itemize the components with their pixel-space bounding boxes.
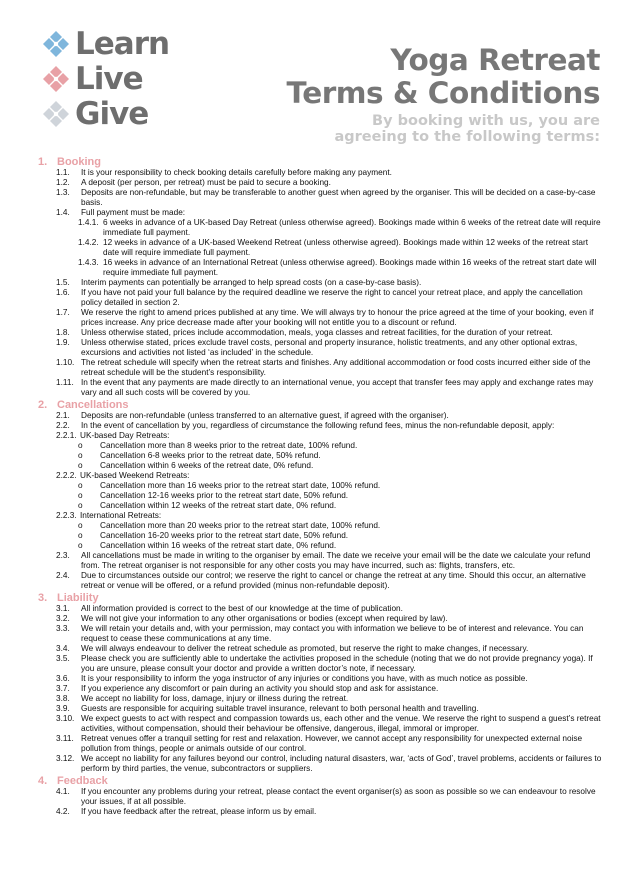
refund-bullet (38, 521, 606, 531)
clause-number: 1.2. (56, 178, 70, 187)
clause (38, 674, 606, 684)
refund-bullet (38, 501, 606, 511)
clause-text: In the event of cancellation by you, regardless of circumstance the following refund fees, minus the non-refundable deposit, apply: (81, 421, 555, 430)
clause (38, 378, 606, 398)
clause (38, 308, 606, 328)
clause (38, 178, 606, 188)
clause (38, 168, 606, 178)
clause-text: We reserve the right to amend prices published at any time. We will always try to honour the price agreed at the time of your booking, even if prices increase. Any price decrease made after your booking will not entitle you to a discount or refund. (81, 308, 594, 327)
refund-bullet (38, 441, 606, 451)
clause-number: 1.4.2. (78, 238, 99, 247)
refund-bullet (38, 541, 606, 551)
clause-number: o (78, 451, 83, 460)
section-number: 2. (38, 399, 48, 411)
clause (38, 614, 606, 624)
clause-number: 3.7. (56, 684, 70, 693)
clause-text: If you have feedback after the retreat, please inform us by email. (81, 807, 317, 816)
clause-text: Retreat venues offer a tranquil setting for rest and relaxation. However, we cannot accept any responsibility for unexpected external noise pollution from things, people or animals outside of our control. (81, 734, 583, 753)
clause (38, 338, 606, 358)
clause-text: We will retain your details and, with your permission, may contact you with information we believe to be of interest and relevance. You can request to cease these communications at any time. (81, 624, 584, 643)
clause (38, 421, 606, 431)
subtitle (286, 113, 600, 145)
clause-text: It is your responsibility to inform the yoga instructor of any injuries or conditions you have, with as much notice as possible. (81, 674, 528, 683)
clause-number: 1.11. (56, 378, 74, 387)
page-title-line-2: Terms & Conditions (286, 76, 600, 110)
clause-number: 1.3. (56, 188, 70, 197)
clause (38, 604, 606, 614)
sub-clause (38, 238, 606, 258)
clause (38, 644, 606, 654)
clause-number: o (78, 441, 83, 450)
clause-number: 2.3. (56, 551, 70, 560)
clause-text: We expect guests to act with respect and compassion towards us, each other and the venue. We reserve the right to suspend a guest’s retreat activities, without compensation, should their behaviour be offensive, dangerous, illegal, immoral or improper. (81, 714, 601, 733)
clause-number: 3.3. (56, 624, 70, 633)
clause-number: o (78, 491, 83, 500)
clause (38, 571, 606, 591)
clause-number: 3.8. (56, 694, 70, 703)
clause-text: Cancellation 12-16 weeks prior to the retreat start date, 50% refund. (100, 491, 349, 500)
section-heading-cancellations (38, 399, 606, 411)
clause-text: Full payment must be made: (81, 208, 186, 217)
clause-text: Cancellation 6-8 weeks prior to the retreat date, 50% refund. (100, 451, 321, 460)
clause (38, 551, 606, 571)
clause-text: Cancellation within 16 weeks of the retreat start date, 0% refund. (100, 541, 337, 550)
logo-word-live: Live (75, 60, 143, 97)
clause-number: 3.5. (56, 654, 70, 663)
clause-number: o (78, 501, 83, 510)
clause-number: 1.5. (56, 278, 70, 287)
page-title-line-1: Yoga Retreat (390, 43, 600, 77)
subtitle-line-1: By booking with us, you are (372, 113, 600, 129)
clause-text: International Retreats: (80, 511, 162, 520)
clause-text: UK-based Day Retreats: (80, 431, 170, 440)
section-number: 3. (38, 592, 48, 604)
subtitle-line-2: agreeing to the following terms: (334, 129, 600, 145)
clause-number: 1.4.3. (78, 258, 99, 267)
sub-clause-heading (38, 511, 606, 521)
clause (38, 188, 606, 208)
section-heading-feedback (38, 775, 606, 787)
refund-bullet (38, 491, 606, 501)
clause-text: We will not give your information to any other organisations or bodies (except when required by law). (81, 614, 448, 623)
clause-number: 1.6. (56, 288, 70, 297)
clause (38, 278, 606, 288)
clause-number: 3.10. (56, 714, 75, 723)
clause-text: Cancellation more than 20 weeks prior to the retreat start date, 100% refund. (100, 521, 381, 530)
clause-number: 2.2.3. (56, 511, 77, 520)
sub-clause (38, 218, 606, 238)
clause (38, 624, 606, 644)
clause-number: 1.10. (56, 358, 75, 367)
clause-text: Guests are responsible for acquiring suitable travel insurance, relevant to both personal health and travelling. (81, 704, 479, 713)
clause-number: 4.2. (56, 807, 70, 816)
clause (38, 787, 606, 807)
section-number: 1. (38, 156, 48, 168)
blue-knot-icon (40, 28, 72, 60)
clause-number: o (78, 461, 83, 470)
clause-text: The retreat schedule will specify when the retreat starts and finishes. Any additional accommodation or food costs incurred either side of the retreat schedule will be the student’s responsibility. (81, 358, 591, 377)
clause-text: Cancellation 16-20 weeks prior to the retreat start date, 50% refund. (100, 531, 349, 540)
clause-text: All information provided is correct to the best of our knowledge at the time of publication. (81, 604, 403, 613)
clause-text: Unless otherwise stated, prices exclude travel costs, personal and property insurance, holistic treatments, and any other optional extras, excursions and activities not listed ‘as included’ in the schedule. (81, 338, 578, 357)
clause-number: 2.4. (56, 571, 70, 580)
clause-text: Please check you are sufficiently able to undertake the activities proposed in the schedule (noting that we do not provide pregnancy yoga). If you are unsure, please consult your doctor and provide a written doctor’s note, if necessary. (81, 654, 593, 673)
grey-knot-icon (40, 98, 72, 130)
clause-number: 3.9. (56, 704, 70, 713)
logo-row-give (40, 96, 210, 131)
clause-number: 3.1. (56, 604, 70, 613)
clause-text: 6 weeks in advance of a UK-based Day Retreat (unless otherwise agreed). Bookings made within 6 weeks of the retreat date will require immediate full payment. (103, 218, 601, 237)
refund-bullet (38, 481, 606, 491)
clause (38, 411, 606, 421)
clause (38, 288, 606, 308)
section-heading-liability (38, 592, 606, 604)
clause-text: 12 weeks in advance of a UK-based Weekend Retreat (unless otherwise agreed). Bookings made within 12 weeks of the retreat start date will require immediate full payment. (103, 238, 589, 257)
clause-text: Cancellation more than 8 weeks prior to the retreat date, 100% refund. (100, 441, 358, 450)
clause-text: We accept no liability for any failures beyond our control, including natural disasters, war, ‘acts of God’, travel problems, accidents or failures to perform by third parties, the venue, subcontractors or suppliers. (81, 754, 602, 773)
clause-text: Cancellation within 12 weeks of the retreat start date, 0% refund. (100, 501, 337, 510)
clause-text: Cancellation within 6 weeks of the retreat date, 0% refund. (100, 461, 314, 470)
clause-text: A deposit (per person, per retreat) must be paid to secure a booking. (81, 178, 331, 187)
clause-number: 3.6. (56, 674, 70, 683)
clause (38, 704, 606, 714)
clause-number: 2.2.1. (56, 431, 77, 440)
sub-clause-heading (38, 471, 606, 481)
logo-row-learn (40, 26, 210, 61)
clause-number: 3.2. (56, 614, 70, 623)
section-title: Liability (57, 592, 99, 604)
clause-text: It is your responsibility to check booking details carefully before making any payment. (81, 168, 392, 177)
clause-text: 16 weeks in advance of an International Retreat (unless otherwise agreed). Bookings made within 16 weeks of the retreat start date will require immediate full payment. (103, 258, 597, 277)
clause-text: Unless otherwise stated, prices include accommodation, meals, yoga classes and retreat facilities, for the duration of your retreat. (81, 328, 553, 337)
clause-number: 3.12. (56, 754, 75, 763)
clause-text: If you encounter any problems during your retreat, please contact the event organiser(s) as soon as possible so we can endeavour to resolve your issues, if at all possible. (81, 787, 596, 806)
title-block (286, 44, 600, 145)
clause-number: 1.1. (56, 168, 70, 177)
clause (38, 714, 606, 734)
clause-number: 1.9. (56, 338, 70, 347)
logo (40, 26, 210, 130)
clause-number: 2.1. (56, 411, 70, 420)
section-number: 4. (38, 775, 48, 787)
sub-clause-heading (38, 431, 606, 441)
refund-bullet (38, 461, 606, 471)
clause-number: 1.8. (56, 328, 70, 337)
clause (38, 208, 606, 218)
clause-number: 2.2. (56, 421, 70, 430)
logo-word-give: Give (75, 95, 149, 132)
clause-text: In the event that any payments are made directly to an international venue, you accept that transfer fees may apply and exchange rates may vary and all such costs will be covered by you. (81, 378, 594, 397)
clause-text: We will always endeavour to deliver the retreat schedule as promoted, but reserve the right to make changes, if necessary. (81, 644, 529, 653)
clause-number: 1.7. (56, 308, 70, 317)
clause (38, 328, 606, 338)
clause-number: 3.11. (56, 734, 74, 743)
clause (38, 734, 606, 754)
clause-number: 1.4. (56, 208, 70, 217)
clause-number: 1.4.1. (78, 218, 99, 227)
refund-bullet (38, 451, 606, 461)
logo-row-live (40, 61, 210, 96)
section-title: Cancellations (57, 399, 129, 411)
clause (38, 358, 606, 378)
clause-number: 4.1. (56, 787, 70, 796)
sub-clause (38, 258, 606, 278)
clause-number: 3.4. (56, 644, 70, 653)
clause-number: o (78, 531, 83, 540)
clause-text: Due to circumstances outside our control; we reserve the right to cancel or change the retreat at any time. Should this occur, an alternative retreat or venue will be offered, or a refund provided (minus non-refundable deposit). (81, 571, 586, 590)
clause-number: o (78, 541, 83, 550)
clause-text: If you experience any discomfort or pain during an activity you should stop and ask for assistance. (81, 684, 439, 693)
refund-bullet (38, 531, 606, 541)
clause (38, 654, 606, 674)
clause (38, 807, 606, 817)
clause-text: We accept no liability for loss, damage, injury or illness during the retreat. (81, 694, 349, 703)
terms-body (38, 155, 606, 817)
logo-word-learn: Learn (75, 25, 170, 62)
clause-number: o (78, 481, 83, 490)
clause-text: Deposits are non-refundable, but may be transferable to another guest when agreed by the organiser. This will be decided on a case-by-case basis. (81, 188, 596, 207)
clause-text: Cancellation more than 16 weeks prior to the retreat start date, 100% refund. (100, 481, 381, 490)
section-title: Feedback (57, 775, 108, 787)
clause (38, 694, 606, 704)
clause-text: UK-based Weekend Retreats: (80, 471, 190, 480)
clause-text: All cancellations must be made in writing to the organiser by email. The date we receive your email will be the date we calculate your refund from. The retreat organiser is not responsible for any other costs you may have incurred, such as: flights, transfers, etc. (81, 551, 591, 570)
clause-text: Deposits are non-refundable (unless transferred to an alternative guest, if agreed with the organiser). (81, 411, 449, 420)
section-heading-booking (38, 156, 606, 168)
clause-number: 2.2.2. (56, 471, 77, 480)
section-title: Booking (57, 156, 101, 168)
clause-number: o (78, 521, 83, 530)
clause-text: If you have not paid your full balance by the required deadline we reserve the right to cancel your retreat place, and apply the cancellation policy detailed in section 2. (81, 288, 583, 307)
pink-knot-icon (40, 63, 72, 95)
clause (38, 684, 606, 694)
clause (38, 754, 606, 774)
clause-text: Interim payments can potentially be arranged to help spread costs (on a case-by-case basis). (81, 278, 422, 287)
